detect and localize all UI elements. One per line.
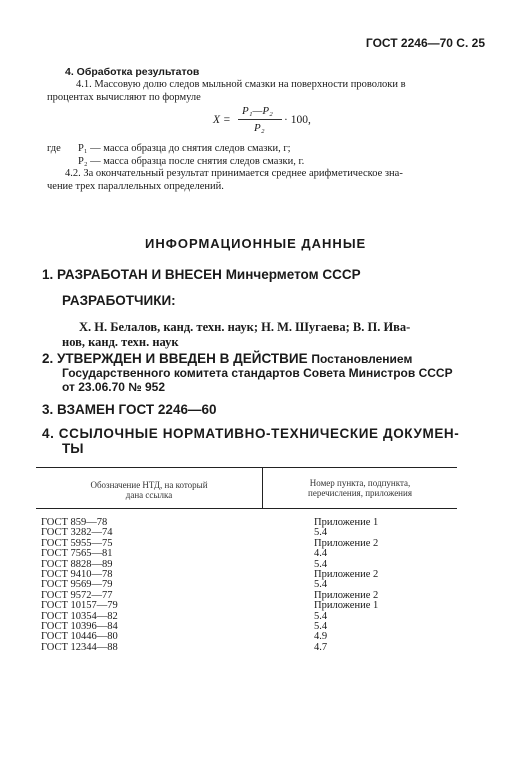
item-4-line1: 4. ССЫЛОЧНЫЕ НОРМАТИВНО-ТЕХНИЧЕСКИЕ ДОКУМЕН- bbox=[42, 426, 460, 441]
table-row-ref: 5.4 bbox=[314, 579, 328, 591]
table-row-ref: 4.7 bbox=[314, 641, 328, 653]
item-2-text2: Государственного комитета стандартов Совета Министров СССР bbox=[62, 366, 453, 380]
item-1-text: Минчерметом СССР bbox=[225, 267, 361, 282]
definition-p1: P₁ — масса образца до снятия следов смазки, г; bbox=[78, 143, 291, 154]
table-row-doc: ГОСТ 10446—80 bbox=[41, 631, 118, 643]
table-header-rule bbox=[36, 508, 457, 509]
table-row-ref: 4.4 bbox=[314, 548, 328, 560]
formula-denominator: P₂ bbox=[254, 122, 265, 134]
table-row-doc: ГОСТ 10396—84 bbox=[41, 621, 118, 632]
table-row-ref: 5.4 bbox=[314, 527, 328, 539]
table-header-col1: Обозначение НТД, на который дана ссылка bbox=[90, 480, 208, 500]
table-row-ref: Приложение 1 bbox=[314, 600, 379, 612]
table-row-ref: 5.4 bbox=[314, 558, 328, 570]
table-column-divider bbox=[262, 467, 263, 509]
page-header: ГОСТ 2246—70 С. 25 bbox=[365, 36, 485, 50]
table-row-ref: Приложение 2 bbox=[314, 537, 379, 549]
paragraph-4-2-line2: чение трех параллельных определений. bbox=[47, 181, 224, 192]
table-row-doc: ГОСТ 9569—79 bbox=[41, 579, 113, 591]
table-row-ref: Приложение 2 bbox=[314, 569, 379, 580]
paragraph-4-2-line1: 4.2. За окончательный результат принимается среднее арифметическое зна- bbox=[65, 168, 403, 179]
section-heading: 4. Обработка результатов bbox=[65, 66, 200, 78]
formula-numerator: P₁—P₂ bbox=[242, 105, 273, 117]
table-row-ref: Приложение 1 bbox=[314, 517, 379, 528]
fraction-bar bbox=[238, 119, 282, 120]
paragraph-4-1-line2: процентах вычисляют по формуле bbox=[47, 92, 201, 103]
table-row-doc: ГОСТ 5955—75 bbox=[41, 537, 113, 549]
item-2-text1: Постановлением bbox=[311, 352, 413, 366]
table-row-doc: ГОСТ 8828—89 bbox=[41, 558, 113, 570]
item-1-label: 1. РАЗРАБОТАН И ВНЕСЕН bbox=[42, 267, 222, 282]
info-title: ИНФОРМАЦИОННЫЕ ДАННЫЕ bbox=[145, 236, 367, 251]
paragraph-4-1-line1: 4.1. Массовую долю следов мыльной смазки на поверхности проволоки в bbox=[76, 79, 406, 90]
item-3: 3. ВЗАМЕН ГОСТ 2246—60 bbox=[42, 402, 217, 417]
item-4-line2: ТЫ bbox=[62, 441, 84, 456]
definition-p2: P₂ — масса образца после снятия следов смазки, г. bbox=[78, 156, 305, 167]
table-row-ref: 5.4 bbox=[314, 610, 328, 622]
developers-line1: Х. Н. Белалов, канд. техн. наук; Н. М. Шугаева; В. П. Ива- bbox=[79, 320, 411, 334]
where-word: где bbox=[47, 143, 61, 154]
formula-lhs: X = bbox=[213, 114, 231, 126]
table-top-rule bbox=[36, 467, 457, 468]
item-2 bbox=[42, 351, 412, 367]
table-row-doc: ГОСТ 9410—78 bbox=[41, 569, 113, 580]
table-row-ref: 5.4 bbox=[314, 621, 328, 632]
table-row-doc: ГОСТ 859—78 bbox=[41, 517, 108, 528]
table-row-doc: ГОСТ 9572—77 bbox=[41, 589, 113, 601]
developers-label: РАЗРАБОТЧИКИ: bbox=[62, 293, 176, 308]
table-row-ref: Приложение 2 bbox=[314, 589, 379, 601]
table-row-doc: ГОСТ 10354—82 bbox=[41, 610, 118, 622]
item-1 bbox=[42, 267, 361, 283]
table-row-doc: ГОСТ 10157—79 bbox=[41, 600, 118, 612]
table-header-col2: Номер пункта, подпункта, перечисления, приложения bbox=[308, 478, 412, 498]
table-row-ref: 4.9 bbox=[314, 631, 328, 643]
developers-line2: нов, канд. техн. наук bbox=[62, 335, 179, 349]
table-row-doc: ГОСТ 7565—81 bbox=[41, 548, 113, 560]
item-2-label: 2. УТВЕРЖДЕН И ВВЕДЕН В ДЕЙСТВИЕ bbox=[42, 351, 308, 366]
table-row-doc: ГОСТ 3282—74 bbox=[41, 527, 113, 539]
item-2-text3: от 23.06.70 № 952 bbox=[62, 380, 166, 394]
table-row-doc: ГОСТ 12344—88 bbox=[41, 641, 118, 653]
formula-tail: · 100, bbox=[284, 114, 311, 126]
